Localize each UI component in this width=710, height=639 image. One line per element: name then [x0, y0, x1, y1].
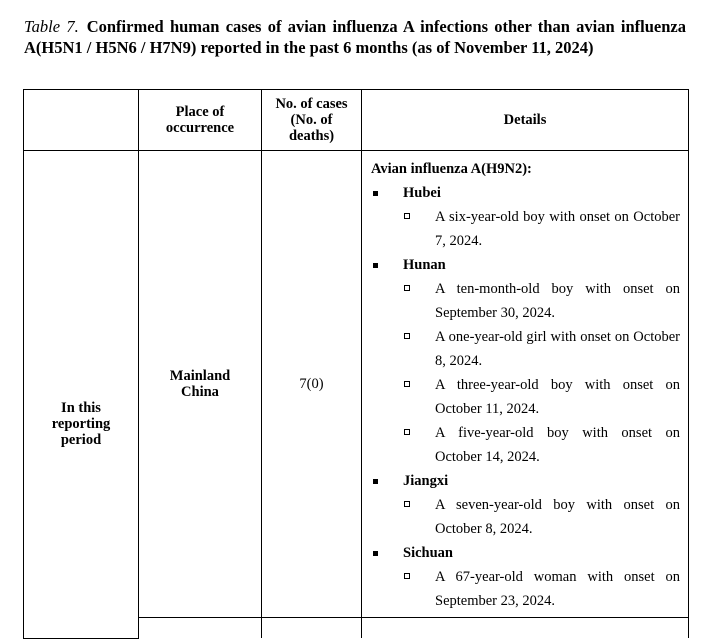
period-cell	[24, 151, 139, 639]
place-label: Mainland China	[169, 368, 231, 400]
case-text: A 67-year-old woman with onset on September 23, 2024.	[435, 569, 680, 609]
case-item	[371, 277, 680, 325]
hollow-square-bullet-icon	[404, 333, 410, 339]
case-text: A one-year-old girl with onset on October 8, 2024.	[435, 329, 680, 369]
province-item	[371, 469, 680, 493]
province-name: Hubei	[403, 185, 441, 201]
case-item	[371, 205, 680, 253]
case-text: A seven-year-old boy with onset on October 8, 2024.	[435, 497, 680, 537]
case-item	[371, 373, 680, 421]
case-text: A six-year-old boy with onset on October 7, 2024.	[435, 209, 680, 249]
case-text: A three-year-old boy with onset on October 11, 2024.	[435, 377, 680, 417]
case-text: A ten-month-old boy with onset on September 30, 2024.	[435, 281, 680, 321]
bullet-icon	[373, 263, 378, 268]
place-cell	[139, 151, 262, 618]
subtype-label: Avian influenza A(H9N2):	[371, 161, 532, 177]
province-item	[371, 253, 680, 277]
table-header-row	[24, 90, 689, 151]
details-cell	[362, 151, 689, 618]
hollow-square-bullet-icon	[404, 285, 410, 291]
period-label: In this reporting period	[51, 400, 111, 449]
case-item	[371, 325, 680, 373]
bullet-icon	[373, 191, 378, 196]
case-text: A five-year-old boy with onset on October 14, 2024.	[435, 425, 680, 465]
header-cases: No. of cases (No. of deaths)	[262, 90, 362, 151]
province-name: Hunan	[403, 257, 446, 273]
hollow-square-bullet-icon	[404, 501, 410, 507]
header-place: Place of occurrence	[139, 90, 262, 151]
hollow-square-bullet-icon	[404, 213, 410, 219]
bullet-icon	[373, 479, 378, 484]
case-item	[371, 493, 680, 541]
provinces-list	[371, 181, 680, 613]
hollow-square-bullet-icon	[404, 573, 410, 579]
province-item	[371, 181, 680, 205]
case-item	[371, 421, 680, 469]
province-item	[371, 541, 680, 565]
case-item	[371, 565, 680, 613]
table-row	[24, 151, 689, 618]
table-caption	[24, 16, 686, 58]
province-name: Jiangxi	[403, 473, 449, 489]
table-caption-label: Table 7.	[24, 17, 79, 36]
cases-table	[23, 89, 689, 639]
bullet-icon	[373, 551, 378, 556]
province-name: Sichuan	[403, 545, 453, 561]
table-caption-text: Confirmed human cases of avian influenza A infections other than avian influenza A(H5N1 / H5N6 / H7N9) reported in the past 6 months (as of November 11, 2024)	[24, 17, 686, 57]
cases-count: 7(0)	[262, 151, 362, 618]
hollow-square-bullet-icon	[404, 429, 410, 435]
header-period	[24, 90, 139, 151]
hollow-square-bullet-icon	[404, 381, 410, 387]
header-details: Details	[362, 90, 689, 151]
